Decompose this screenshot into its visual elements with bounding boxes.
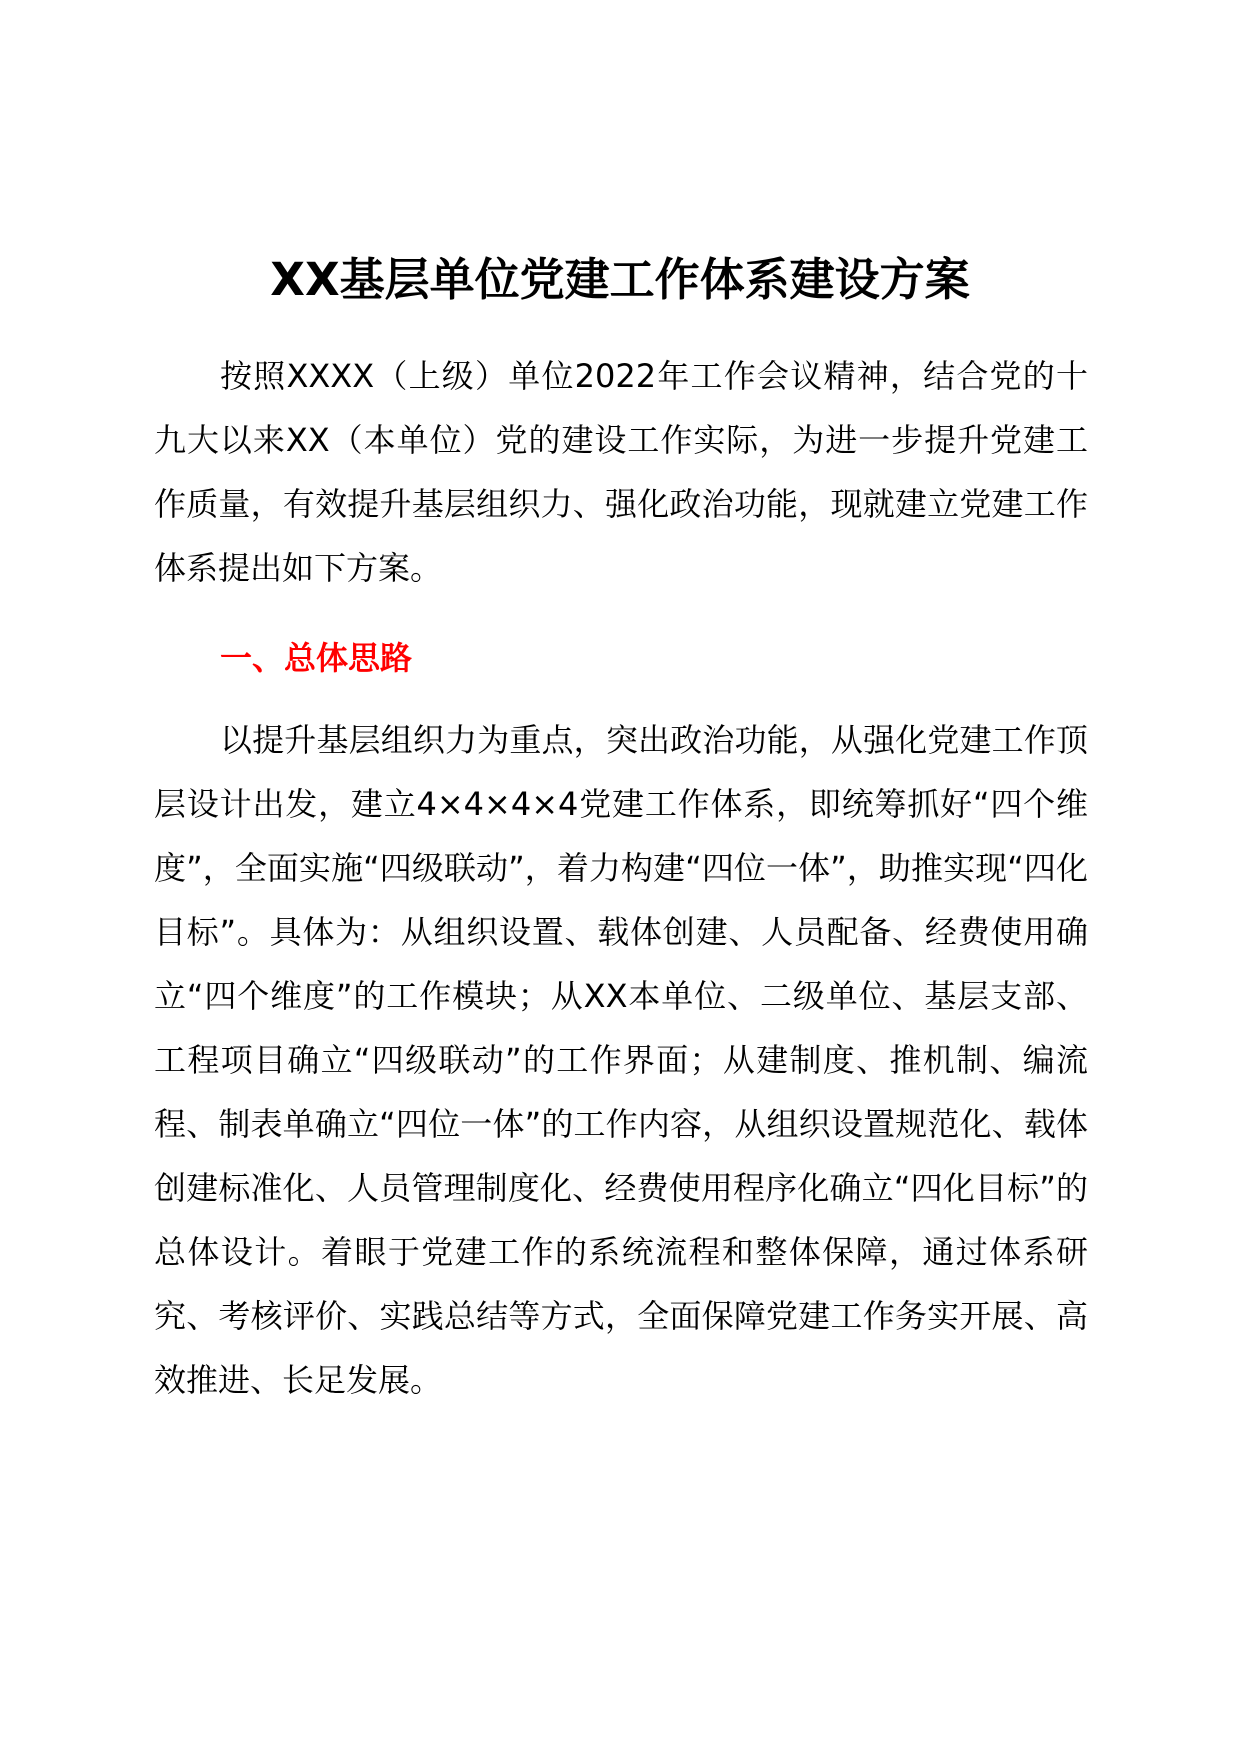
intro-paragraph: 按照XXXX（上级）单位2022年工作会议精神，结合党的十九大以来XX（本单位）党的建设工作实际，为进一步提升党建工作质量，有效提升基层组织力、强化政治功能，现就建立党建工作体系提出如下方案。 [154, 357, 1088, 587]
overall-approach-paragraph: 以提升基层组织力为重点，突出政治功能，从强化党建工作顶层设计出发，建立4×4×4×4党建工作体系，即统筹抓好“四个维度”，全面实施“四级联动”，着力构建“四位一体”，助推实现“四化目标”。具体为：从组织设置、载体创建、人员配备、经费使用确立“四个维度”的工作模块；从XX本单位、二级单位、基层支部、工程项目确立“四级联动”的工作界面；从建制度、推机制、编流程、制表单确立“四位一体”的工作内容，从组织设置规范化、载体创建标准化、人员管理制度化、经费使用程序化确立“四化目标”的总体设计。着眼于党建工作的系统流程和整体保障，通过体系研究、考核评价、实践总结等方式，全面保障党建工作务实开展、高效推进、长足发展。 [154, 721, 1088, 1399]
document-title: XX基层单位党建工作体系建设方案 [270, 253, 970, 306]
section-heading-overall-approach: 一、总体思路 [220, 639, 413, 677]
